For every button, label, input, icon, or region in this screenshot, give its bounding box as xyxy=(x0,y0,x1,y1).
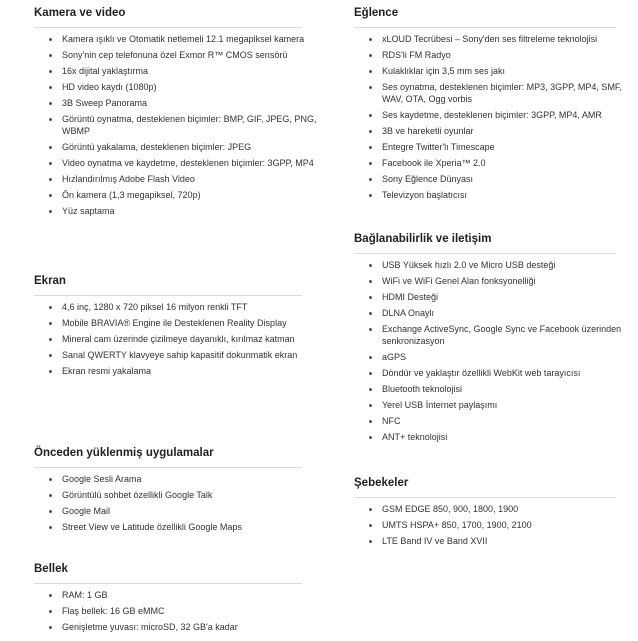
list-item-text: Hızlandırılmış Adobe Flash Video xyxy=(62,174,195,185)
list-item xyxy=(34,206,334,218)
list-item-text: HDMI Desteği xyxy=(382,292,439,303)
list-item-text: Facebook ile Xperia™ 2.0 xyxy=(382,158,486,169)
list-item-text: Ön kamera (1,3 megapiksel, 720p) xyxy=(62,190,201,201)
list-item-text: Yüz saptama xyxy=(62,206,115,217)
list-item xyxy=(34,302,334,314)
list-item xyxy=(354,504,634,516)
list-item-text: Sanal QWERTY klavyeye sahip kapasitif dokunmatik ekran xyxy=(62,350,298,361)
bullet-icon xyxy=(369,264,372,267)
bullet-icon xyxy=(369,420,372,423)
section-title: Bağlanabilirlik ve iletişim xyxy=(354,232,616,254)
list-item xyxy=(354,432,634,444)
spec-list xyxy=(34,296,334,378)
bullet-icon xyxy=(49,626,52,629)
list-item-text: NFC xyxy=(382,416,401,427)
list-item-text: LTE Band IV ve Band XVII xyxy=(382,536,488,547)
list-item-text: Görüntü oynatma, desteklenen biçimler: BMP, GIF, JPEG, PNG, WBMP xyxy=(62,114,317,136)
list-item-text: USB Yüksek hızlı 2.0 ve Micro USB desteği xyxy=(382,260,556,270)
bullet-icon xyxy=(369,38,372,41)
list-item xyxy=(354,190,634,202)
list-item xyxy=(34,334,334,346)
list-item-text: Sony'nin cep telefonuna özel Exmor R™ CMOS sensörü xyxy=(62,50,288,61)
list-item xyxy=(34,114,334,137)
bullet-icon xyxy=(49,70,52,73)
bullet-icon xyxy=(49,322,52,325)
bullet-icon xyxy=(369,312,372,315)
list-item-text: Mobile BRAVIA® Engine ile Desteklenen Reality Display xyxy=(62,318,287,329)
bullet-icon xyxy=(49,594,52,597)
bullet-icon xyxy=(49,118,52,121)
list-item xyxy=(354,536,634,548)
bullet-icon xyxy=(49,38,52,41)
list-item xyxy=(354,110,634,122)
bullet-icon xyxy=(49,370,52,373)
list-item-text: Exchange ActiveSync, Google Sync ve Facebook üzerinden senkronizasyon xyxy=(382,324,622,346)
bullet-icon xyxy=(49,210,52,213)
spec-list xyxy=(34,584,334,634)
section-title: Ekran xyxy=(34,274,302,296)
list-item-text: Street View ve Latitude özellikli Google Maps xyxy=(62,522,242,533)
bullet-icon xyxy=(49,526,52,529)
bullet-icon xyxy=(49,146,52,149)
section-title: Önceden yüklenmiş uygulamalar xyxy=(34,446,302,468)
spec-list xyxy=(34,28,334,218)
bullet-icon xyxy=(369,508,372,511)
list-item xyxy=(354,384,634,396)
bullet-icon xyxy=(49,54,52,57)
list-item-text: Ses oynatma, desteklenen biçimler: MP3, 3GPP, MP4, SMF, WAV, OTA, Ogg vorbis xyxy=(382,82,622,104)
bullet-icon xyxy=(49,178,52,181)
list-item xyxy=(34,174,334,186)
list-item xyxy=(354,368,634,380)
bullet-icon xyxy=(369,146,372,149)
bullet-icon xyxy=(369,540,372,543)
list-item-text: RDS'li FM Radyo xyxy=(382,50,451,61)
list-item xyxy=(354,324,634,347)
list-item-text: DLNA Onaylı xyxy=(382,308,435,319)
list-item-text: WiFi ve WiFi Genel Alan fonksyonelliği xyxy=(382,276,536,287)
spec-list xyxy=(354,28,634,202)
bullet-icon xyxy=(369,404,372,407)
bullet-icon xyxy=(49,354,52,357)
section-connectivity xyxy=(354,232,634,449)
section-camera xyxy=(34,6,334,223)
list-item-text: GSM EDGE 850, 900, 1800, 1900 xyxy=(382,504,519,514)
list-item-text: 3B Sweep Panorama xyxy=(62,98,148,109)
bullet-icon xyxy=(49,102,52,105)
list-item xyxy=(354,276,634,288)
list-item-text: Flaş bellek: 16 GB eMMC xyxy=(62,606,165,617)
list-item xyxy=(354,520,634,532)
bullet-icon xyxy=(369,114,372,117)
list-item xyxy=(354,352,634,364)
spec-list xyxy=(354,254,634,444)
list-item xyxy=(34,82,334,94)
list-item xyxy=(34,474,334,486)
list-item xyxy=(34,190,334,202)
bullet-icon xyxy=(49,510,52,513)
bullet-icon xyxy=(369,356,372,359)
list-item xyxy=(354,50,634,62)
section-memory xyxy=(34,562,334,638)
list-item xyxy=(354,292,634,304)
list-item-text: Kulaklıklar için 3,5 mm ses jakı xyxy=(382,66,506,77)
list-item xyxy=(34,490,334,502)
spec-list xyxy=(34,468,334,534)
bullet-icon xyxy=(49,162,52,165)
section-entertainment xyxy=(354,6,634,206)
list-item-text: Ekran resmi yakalama xyxy=(62,366,152,377)
list-item xyxy=(34,158,334,170)
list-item xyxy=(34,622,334,634)
bullet-icon xyxy=(49,494,52,497)
list-item xyxy=(34,50,334,62)
list-item-text: Televizyon başlatıcısı xyxy=(382,190,468,201)
list-item xyxy=(34,142,334,154)
list-item xyxy=(354,400,634,412)
list-item-text: UMTS HSPA+ 850, 1700, 1900, 2100 xyxy=(382,520,532,531)
list-item-text: Video oynatma ve kaydetme, desteklenen biçimler: 3GPP, MP4 xyxy=(62,158,314,169)
list-item xyxy=(354,66,634,78)
bullet-icon xyxy=(369,388,372,391)
bullet-icon xyxy=(49,306,52,309)
list-item-text: Görüntü yakalama, desteklenen biçimler: JPEG xyxy=(62,142,252,153)
list-item-text: Bluetooth teknolojisi xyxy=(382,384,463,395)
bullet-icon xyxy=(49,194,52,197)
list-item-text: Ses kaydetme, desteklenen biçimler: 3GPP, MP4, AMR xyxy=(382,109,602,120)
bullet-icon xyxy=(369,54,372,57)
list-item xyxy=(34,318,334,330)
section-apps xyxy=(34,446,334,538)
bullet-icon xyxy=(369,436,372,439)
bullet-icon xyxy=(49,610,52,613)
section-title: Eğlence xyxy=(354,6,616,28)
list-item xyxy=(354,158,634,170)
list-item-text: Google Mail xyxy=(62,506,111,517)
bullet-icon xyxy=(369,178,372,181)
list-item xyxy=(34,66,334,78)
list-item xyxy=(34,606,334,618)
list-item xyxy=(34,350,334,362)
list-item-text: xLOUD Tecrübesi – Sony'den ses filtreleme teknolojisi xyxy=(382,34,598,44)
list-item-text: HD video kaydı (1080p) xyxy=(62,82,157,93)
list-item-text: Kamera ışıklı ve Otomatik netlemeli 12.1 megapiksel kamera xyxy=(62,34,305,44)
list-item-text: Döndür ve yaklaştır özellikli WebKit web tarayıcısı xyxy=(382,368,581,379)
list-item xyxy=(354,260,634,272)
section-title: Şebekeler xyxy=(354,476,616,498)
list-item-text: Entegre Twitter'lı Timescape xyxy=(382,142,495,153)
list-item xyxy=(34,590,334,602)
list-item xyxy=(34,34,334,46)
bullet-icon xyxy=(369,162,372,165)
list-item xyxy=(354,82,634,105)
bullet-icon xyxy=(369,86,372,89)
list-item xyxy=(34,506,334,518)
bullet-icon xyxy=(369,280,372,283)
bullet-icon xyxy=(369,296,372,299)
section-title: Bellek xyxy=(34,562,302,584)
bullet-icon xyxy=(49,86,52,89)
section-screen xyxy=(34,274,334,382)
bullet-icon xyxy=(49,338,52,341)
bullet-icon xyxy=(369,130,372,133)
list-item-text: aGPS xyxy=(382,351,407,362)
list-item-text: ANT+ teknolojisi xyxy=(382,432,448,443)
list-item xyxy=(354,142,634,154)
bullet-icon xyxy=(369,70,372,73)
list-item-text: Yerel USB İnternet paylaşımı xyxy=(382,400,498,411)
list-item-text: Genişletme yuvası: microSD, 32 GB'a kadar xyxy=(62,622,238,633)
bullet-icon xyxy=(369,194,372,197)
list-item-text: Görüntülü sohbet özellikli Google Talk xyxy=(62,490,213,501)
spec-list xyxy=(354,498,634,548)
section-title: Kamera ve video xyxy=(34,6,302,28)
list-item-text: 16x dijital yaklaştırma xyxy=(62,66,149,77)
list-item-text: Sony Eğlence Dünyası xyxy=(382,174,474,185)
list-item-text: 3B ve hareketli oyunlar xyxy=(382,125,474,136)
list-item xyxy=(354,416,634,428)
list-item xyxy=(354,308,634,320)
list-item xyxy=(354,174,634,186)
bullet-icon xyxy=(369,372,372,375)
list-item xyxy=(354,126,634,138)
list-item xyxy=(354,34,634,46)
list-item-text: Mineral cam üzerinde çizilmeye dayanıklı, kırılmaz katman xyxy=(62,334,295,345)
list-item-text: Google Sesli Arama xyxy=(62,474,142,484)
bullet-icon xyxy=(369,328,372,331)
list-item-text: 4,6 inç, 1280 x 720 piksel 16 milyon renkli TFT xyxy=(62,302,248,312)
list-item xyxy=(34,366,334,378)
bullet-icon xyxy=(49,478,52,481)
bullet-icon xyxy=(369,524,372,527)
list-item-text: RAM: 1 GB xyxy=(62,590,108,600)
list-item xyxy=(34,522,334,534)
section-networks xyxy=(354,476,634,552)
list-item xyxy=(34,98,334,110)
